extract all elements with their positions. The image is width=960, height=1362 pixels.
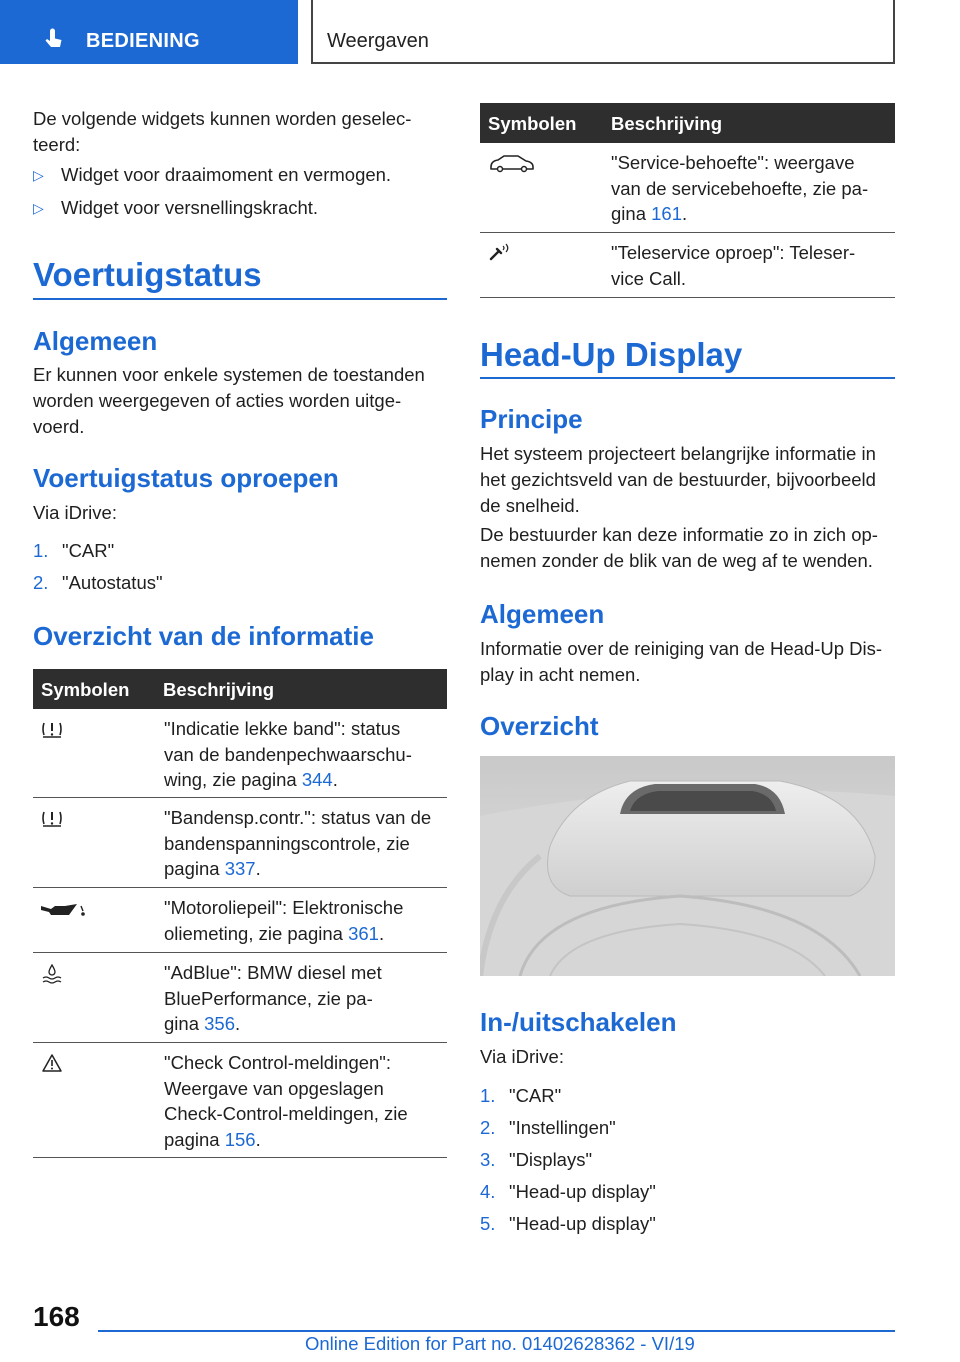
table-row: "Bandensp.contr.": status van de bandenspanningscontrole, zie pagina 337. bbox=[33, 798, 447, 888]
heading-rule bbox=[480, 377, 895, 379]
car-service-icon bbox=[488, 153, 536, 175]
page-link[interactable]: 156 bbox=[224, 1128, 256, 1150]
via-idrive-text: Via iDrive: bbox=[33, 502, 117, 523]
tire-warning-icon bbox=[41, 719, 63, 739]
page-link[interactable]: 356 bbox=[204, 1013, 235, 1034]
symbol-table bbox=[33, 669, 447, 1159]
intro-text: De volgende widgets kunnen worden geselec- teerd: bbox=[33, 108, 412, 155]
page-link[interactable]: 337 bbox=[224, 858, 256, 879]
page-link[interactable]: 161 bbox=[651, 203, 682, 224]
heading-algemeen: Algemeen bbox=[480, 599, 605, 629]
table-header bbox=[33, 669, 447, 709]
chapter-title: Weergaven bbox=[327, 30, 429, 52]
heading-overzicht: Overzicht bbox=[480, 711, 599, 741]
warning-triangle-icon bbox=[41, 1053, 63, 1073]
heading-algemeen: Algemeen bbox=[33, 326, 158, 356]
triangle-bullet-icon: ▷ bbox=[33, 167, 44, 183]
heading-in-uitschakelen: In-/uitschakelen bbox=[480, 1007, 677, 1037]
via-idrive-text: Via iDrive: bbox=[480, 1046, 564, 1067]
footer-rule bbox=[98, 1330, 895, 1332]
section-tab-label: BEDIENING bbox=[86, 30, 200, 52]
hud-photo-illustration bbox=[480, 756, 895, 976]
page-link[interactable]: 344 bbox=[301, 769, 333, 790]
wrench-signal-icon bbox=[488, 241, 512, 263]
heading-principe: Principe bbox=[480, 404, 583, 434]
symbol-table bbox=[480, 103, 895, 298]
table-row: "AdBlue": BMW diesel met BluePerformance, zie pa- gina 356. bbox=[33, 953, 447, 1043]
col-desc-header: Beschrijving bbox=[611, 113, 723, 134]
page-number: 168 bbox=[33, 1301, 80, 1332]
table-row: "Teleservice oproep": Teleser- vice Call. bbox=[480, 233, 895, 298]
hand-pointer-icon bbox=[42, 28, 66, 52]
col-symbol-header: Symbolen bbox=[488, 113, 577, 134]
col-desc-header: Beschrijving bbox=[163, 679, 275, 700]
table-row: "Indicatie lekke band": status van de bandenpechwaarschu- wing, zie pagina 344. bbox=[33, 709, 447, 798]
general-text: Er kunnen voor enkele systemen de toestanden worden weergegeven of acties worden uitge- voerd. bbox=[33, 364, 425, 437]
heading-voertuigstatus: Voertuigstatus bbox=[33, 256, 262, 293]
head-up-display-photo bbox=[480, 756, 895, 976]
tire-warning-icon bbox=[41, 808, 63, 828]
section-tab[interactable] bbox=[0, 0, 298, 64]
table-row: "Check Control-meldingen": Weergave van opgeslagen Check-Control-meldingen, zie pagina 156. bbox=[33, 1043, 447, 1158]
heading-rule bbox=[33, 298, 447, 300]
table-row: "Motoroliepeil": Elektronische oliemeting, zie pagina 361. bbox=[33, 888, 447, 953]
table-header bbox=[480, 103, 895, 143]
principle-text: Het systeem projecteert belangrijke informatie in het gezichtsveld van de bestuurder, bijvoorbeeld de snelheid. bbox=[480, 443, 876, 516]
chapter-header bbox=[311, 0, 895, 64]
triangle-bullet-icon: ▷ bbox=[33, 200, 44, 216]
heading-voertuigstatus-oproepen: Voertuigstatus oproepen bbox=[33, 463, 339, 493]
heading-overzicht-informatie: Overzicht van de informatie bbox=[33, 621, 374, 651]
principle-text-2: De bestuurder kan deze informatie zo in zich op- nemen zonder de blik van de weg af te wenden. bbox=[480, 524, 878, 571]
col-symbol-header: Symbolen bbox=[41, 679, 130, 700]
adblue-icon bbox=[41, 963, 63, 985]
edition-text: Online Edition for Part no. 01402628362 - VI/19 bbox=[305, 1333, 695, 1354]
general-text: Informatie over de reiniging van de Head-Up Dis- play in acht nemen. bbox=[480, 638, 883, 685]
oil-can-icon bbox=[39, 900, 87, 920]
table-row: "Service-behoefte": weergave van de servicebehoefte, zie pa- gina 161. bbox=[480, 143, 895, 233]
heading-head-up-display: Head-Up Display bbox=[480, 336, 743, 373]
page-link[interactable]: 361 bbox=[348, 922, 379, 944]
